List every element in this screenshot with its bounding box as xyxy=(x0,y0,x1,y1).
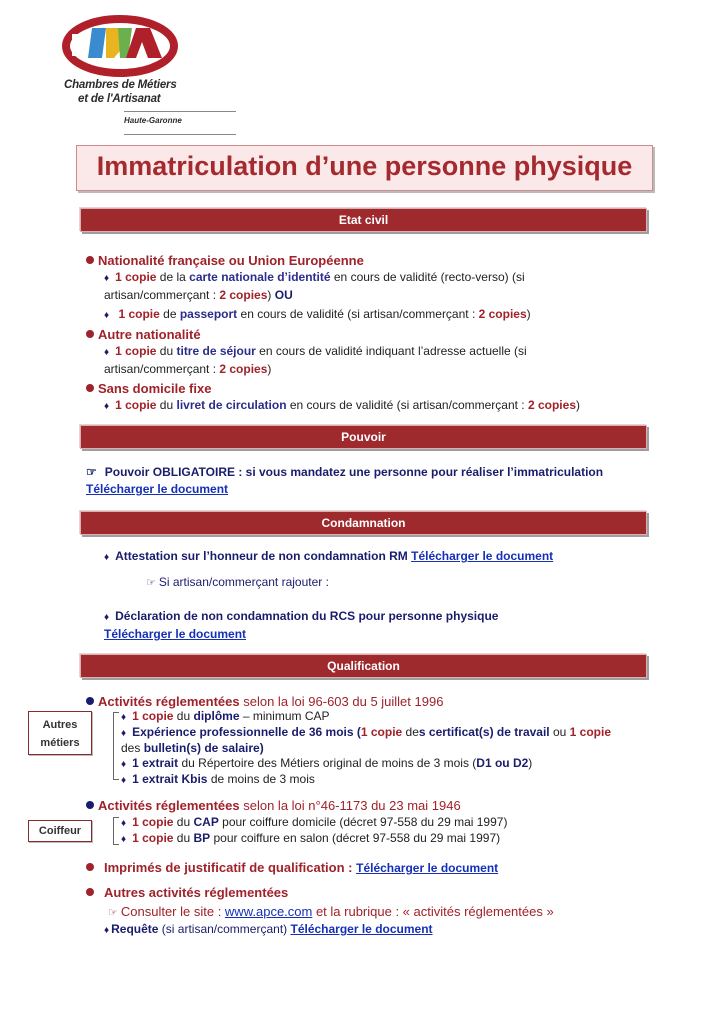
pouvoir-label: Pouvoir OBLIGATOIRE : si vous mandatez une personne pour réaliser l’immatriculation xyxy=(104,465,604,479)
nationalite-francaise-heading xyxy=(86,252,646,269)
text: selon la loi xyxy=(239,798,309,813)
text: du xyxy=(173,831,194,845)
cma-logo xyxy=(62,12,182,124)
diamond-bullet-icon: ♦ xyxy=(121,712,127,723)
text: carte nationale d’identité xyxy=(189,270,331,284)
consulter-item xyxy=(108,903,648,922)
section-header-etat-civil: Etat civil xyxy=(80,208,647,232)
diamond-bullet-icon: ♦ xyxy=(121,818,127,829)
text: et la rubrique : « activités réglementées » xyxy=(312,904,554,919)
text: selon la loi 96-603 du 5 juillet 1996 xyxy=(239,694,444,709)
text: artisan/commerçant : xyxy=(104,362,220,376)
autres-metiers-box: Autres métiers xyxy=(28,711,92,755)
rajouter-label: Si artisan/commerçant rajouter : xyxy=(158,575,329,589)
text: 1 copie xyxy=(569,725,612,739)
text: passeport xyxy=(179,307,238,321)
text: 1 copie xyxy=(132,831,174,845)
diamond-bullet-icon: ♦ xyxy=(104,612,110,623)
text: du xyxy=(156,398,177,412)
text: ) xyxy=(528,756,533,770)
text: Activités réglementées xyxy=(98,798,240,813)
text: Consulter le site : xyxy=(120,904,225,919)
bullet-dot-icon xyxy=(86,256,94,264)
imprimes-label: Imprimés de justificatif de qualification : xyxy=(104,860,357,875)
attestation-label: Attestation sur l’honneur de non condamnation RM xyxy=(115,549,412,563)
rajouter-note xyxy=(104,574,644,592)
text: 1 copie xyxy=(115,398,157,412)
logo-caption xyxy=(64,78,184,106)
autres-metiers-brace xyxy=(113,712,119,780)
coiffeur-brace xyxy=(113,817,119,845)
text: – minimum CAP xyxy=(239,709,330,723)
text: ou xyxy=(549,725,570,739)
text: en cours de validité (recto-verso) (si xyxy=(330,270,525,284)
text: 1 copie xyxy=(115,270,157,284)
diplome-item xyxy=(121,709,631,725)
extrait-kbis-item xyxy=(121,772,631,788)
text: 2 copies xyxy=(219,362,268,376)
section-header-qualification: Qualification xyxy=(80,654,647,678)
text: 1 copie xyxy=(360,725,403,739)
text: BP xyxy=(193,831,211,845)
diamond-bullet-icon: ♦ xyxy=(104,347,110,358)
pouvoir-download-link[interactable]: Télécharger le document xyxy=(86,482,229,496)
text: 2 copies xyxy=(478,307,527,321)
text: des xyxy=(121,741,144,755)
text: de xyxy=(402,725,419,739)
diamond-bullet-icon: ♦ xyxy=(121,834,127,845)
logo-line2: et de l'Artisanat xyxy=(78,93,161,105)
text: Activités réglementées xyxy=(98,694,240,709)
activites-46-1173-heading xyxy=(86,797,646,814)
imprimes-item xyxy=(86,859,646,877)
etat-civil-content xyxy=(86,252,646,415)
passeport-item xyxy=(86,306,646,324)
text: 1 copie xyxy=(115,344,157,358)
extrait-rm-item xyxy=(121,756,631,772)
diamond-bullet-icon: ♦ xyxy=(104,310,110,321)
cma-logo-mark xyxy=(62,12,182,78)
text: de moins de 3 mois xyxy=(207,772,315,786)
apce-link[interactable]: www.apce.com xyxy=(224,904,313,919)
requete-item xyxy=(104,921,644,939)
pouvoir-text xyxy=(86,464,646,481)
bullet-dot-icon xyxy=(86,697,94,705)
text: D1 ou D2 xyxy=(476,756,529,770)
nationalite-francaise-label: Nationalité française ou Union Européenne xyxy=(98,253,364,268)
section-header-condamnation: Condamnation xyxy=(80,511,647,535)
text: 1 extrait Kbis xyxy=(132,772,208,786)
coiffeur-box: Coiffeur xyxy=(28,820,92,842)
condamnation-content xyxy=(104,548,644,643)
text: 2 copies xyxy=(219,288,268,302)
text: 1 copie xyxy=(132,709,174,723)
attestation-download-link[interactable]: Télécharger le document xyxy=(411,549,554,563)
text: artisan/commerçant : xyxy=(104,288,220,302)
text: diplôme xyxy=(193,709,240,723)
text: ) xyxy=(267,362,272,376)
diamond-bullet-icon: ♦ xyxy=(104,552,110,563)
imprimes-download-link[interactable]: Télécharger le document xyxy=(356,861,499,875)
autres-activites-label: Autres activités réglementées xyxy=(104,885,289,900)
text: livret de circulation xyxy=(176,398,287,412)
text: du xyxy=(156,344,177,358)
rcs-download-link[interactable]: Télécharger le document xyxy=(104,627,247,641)
text: CAP xyxy=(193,815,219,829)
text: de la xyxy=(156,270,190,284)
autres-activites-heading xyxy=(86,884,646,901)
text: titre de séjour xyxy=(176,344,256,358)
requete-download-link[interactable]: Télécharger le document xyxy=(290,922,433,936)
diamond-bullet-icon: ♦ xyxy=(104,273,110,284)
cap-item xyxy=(121,815,631,831)
logo-line1: Chambres de Métiers xyxy=(64,79,177,91)
text: ) xyxy=(267,288,275,302)
pouvoir-content xyxy=(86,464,646,498)
rcs-item xyxy=(104,608,644,626)
text: pour coiffure domicile (décret 97-558 du 29 mai 1997) xyxy=(218,815,508,829)
attestation-item xyxy=(104,548,644,566)
logo-region: Haute-Garonne xyxy=(124,116,182,125)
page-title: Immatriculation d’une personne physique xyxy=(96,151,633,181)
pointing-hand-icon: ☞ xyxy=(86,465,97,479)
text: 2 copies xyxy=(527,398,576,412)
diamond-bullet-icon: ♦ xyxy=(121,759,127,770)
text: du xyxy=(173,709,194,723)
text: en cours de validité (si artisan/commerçant : xyxy=(237,307,479,321)
diamond-bullet-icon: ♦ xyxy=(104,925,110,936)
cni-item xyxy=(86,269,556,304)
autres-metiers-list xyxy=(121,709,631,788)
text: bulletin(s) de salaire) xyxy=(143,741,264,755)
coiffeur-list xyxy=(121,815,631,847)
livret-circulation-item xyxy=(86,397,646,415)
logo-divider xyxy=(124,111,236,112)
text: du Répertoire des Métiers original de moins de 3 mois ( xyxy=(178,756,477,770)
logo-divider-bottom xyxy=(124,134,236,135)
pointing-hand-icon: ☞ xyxy=(146,577,156,589)
text: OU xyxy=(274,288,293,302)
text: (si artisan/commerçant) xyxy=(158,922,291,936)
text: s certificat(s) de travail xyxy=(418,725,550,739)
text: 1 copie xyxy=(118,307,160,321)
text: Expérience professionnelle de 36 mois ( xyxy=(132,725,361,739)
titre-sejour-item xyxy=(86,343,556,378)
text: n°46-1173 du 23 mai 1946 xyxy=(308,798,461,813)
bullet-dot-icon xyxy=(86,330,94,338)
text: en cours de validité indiquant l’adresse actuelle (si xyxy=(255,344,527,358)
bullet-dot-icon xyxy=(86,863,94,871)
section-header-pouvoir: Pouvoir xyxy=(80,425,647,449)
activites-96-603-heading xyxy=(86,693,646,710)
pointing-hand-icon: ☞ xyxy=(108,907,118,919)
text: Requête xyxy=(111,922,159,936)
text: pour coiffure en salon (décret 97-558 du 29 mai 1997) xyxy=(210,831,501,845)
bullet-dot-icon xyxy=(86,384,94,392)
bullet-dot-icon xyxy=(86,888,94,896)
text: en cours de validité (si artisan/commerçant : xyxy=(286,398,528,412)
text: ) xyxy=(576,398,580,412)
page-title-box xyxy=(76,145,653,191)
text: ) xyxy=(526,307,531,321)
experience-item xyxy=(121,725,631,756)
rcs-label: Déclaration de non condamnation du RCS pour personne physique xyxy=(115,609,499,623)
diamond-bullet-icon: ♦ xyxy=(104,401,110,412)
diamond-bullet-icon: ♦ xyxy=(121,775,127,786)
text: de xyxy=(159,307,180,321)
diamond-bullet-icon: ♦ xyxy=(121,728,127,739)
text: 1 copie xyxy=(132,815,174,829)
bullet-dot-icon xyxy=(86,801,94,809)
sans-domicile-label: Sans domicile fixe xyxy=(98,381,212,396)
text: 1 extrait xyxy=(132,756,179,770)
sans-domicile-heading xyxy=(86,380,646,397)
text: du xyxy=(173,815,194,829)
bp-item xyxy=(121,831,631,847)
autre-nationalite-heading xyxy=(86,326,646,343)
autre-nationalite-label: Autre nationalité xyxy=(98,327,201,342)
